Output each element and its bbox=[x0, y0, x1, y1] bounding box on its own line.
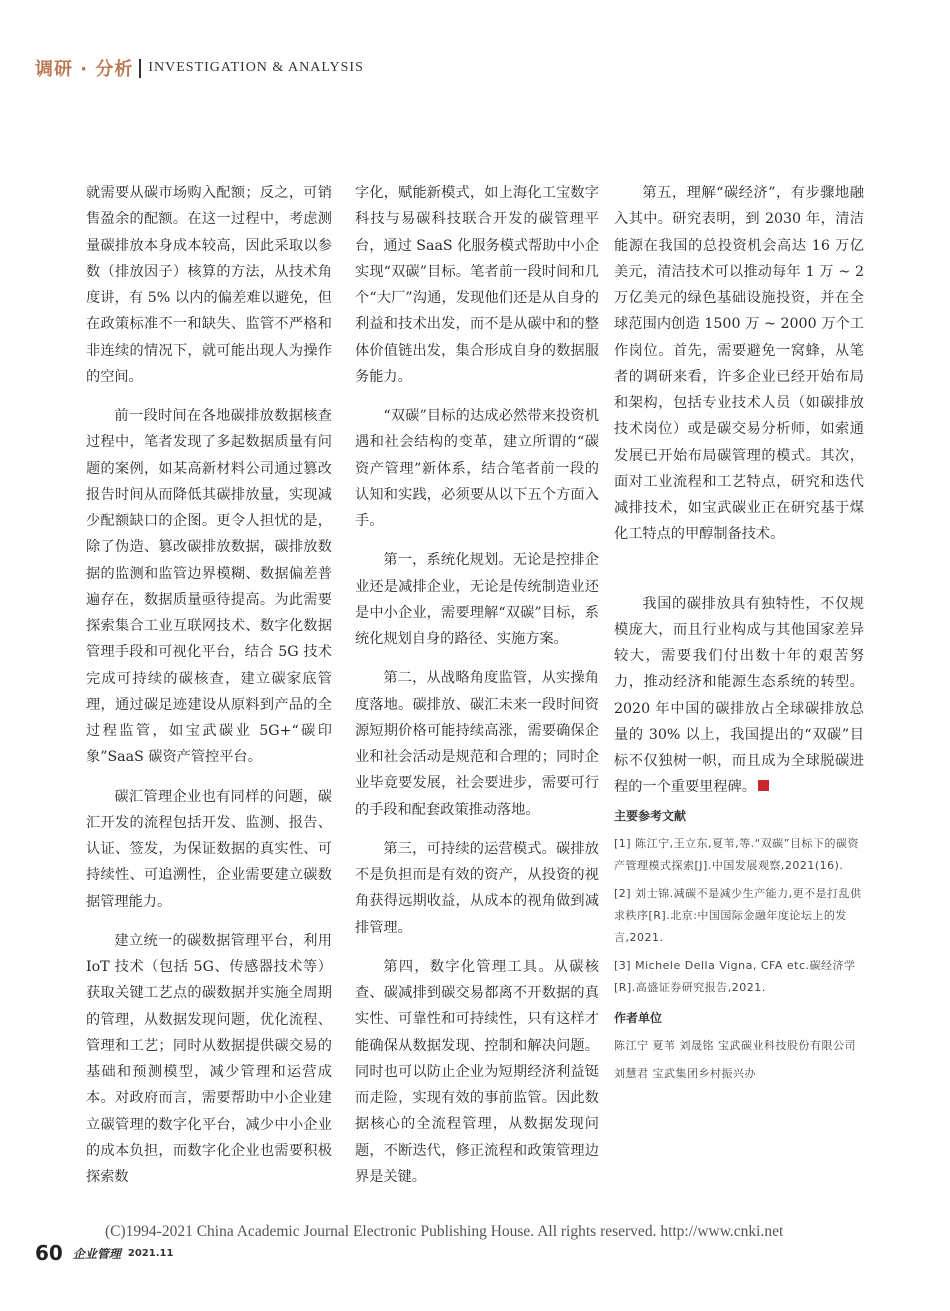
page-footer bbox=[35, 1240, 173, 1266]
paragraph: 前一段时间在各地碳排放数据核查过程中，笔者发现了多起数据质量有问题的案例，如某高新材料公司通过篡改报告时间从而降低其碳排放量，实现减少配额缺口的企图。更令人担忧的是，除了伪造、篡改碳排放数据，碳排放数据的监测和监管边界模糊、数据偏差普遍存在，数据质量亟待提高。为此需要探索集合工业互联网技术、数字化数据管理手段和可视化平台，结合 5G 技术完成可持续的碳核查，建立碳家底管理，通过碳足迹建设从原料到产品的全过程监管，如宝武碳业 5G+“碳印象”SaaS 碳资产管控平台。 bbox=[86, 408, 332, 766]
header-divider bbox=[139, 59, 141, 78]
paragraph: 第四，数字化管理工具。从碳核查、碳减排到碳交易都离不开数据的真实性、可靠性和可持续性，只有这样才能确保从数据发现、控制和解决问题。同时也可以防止企业为短期经济利益铤而走险，实现有效的事前监管。因此数据核心的全流程管理，从数据发现问题，不断迭代，修正流程和政策管理边界是关键。 bbox=[355, 958, 599, 1185]
section-title-cn: 调研 · 分析 bbox=[35, 59, 134, 80]
magazine-name: 企业管理 bbox=[72, 1246, 121, 1261]
issue-number: 2021.11 bbox=[127, 1247, 174, 1259]
closing-text: 我国的碳排放具有独特性，不仅规模庞大，而且行业构成与其他国家差异较大，需要我们付出数十年的艰苦努力，推动经济和能源生态系统的转型。2020 年中国的碳排放占全球碳排放总量的 30% 以上，我国提出的“双碳”目标不仅独树一帜，而且成为全球脱碳进程的一个重要里程碑。 bbox=[614, 595, 864, 796]
paragraph: 字化，赋能新模式，如上海化工宝数字科技与易碳科技联合开发的碳管理平台，通过 SaaS 化服务模式帮助中小企实现“双碳”目标。笔者前一段时间和几个“大厂”沟通，发现他们还是从自身的利益和技术出发，而不是从碳中和的整体价值链出发，集合形成自身的数据服务能力。 bbox=[355, 185, 600, 385]
paragraph: 就需要从碳市场购入配额；反之，可销售盈余的配额。在这一过程中，考虑测量碳排放本身成本较高，因此采取以参数（排放因子）核算的方法，从技术角度讲，有 5% 以内的偏差难以避免，但在政策标准不一和缺失、监管不严格和非连续的情况下，就可能出现人为操作的空间。 bbox=[86, 185, 332, 385]
affiliation-item: 刘慧君 宝武集团乡村振兴办 bbox=[614, 1066, 756, 1080]
copyright-notice: (C)1994-2021 China Academic Journal Electronic Publishing House. All rights reserved. http://www.cnki.net bbox=[105, 1223, 784, 1240]
references-title: 主要参考文献 bbox=[614, 808, 687, 823]
paragraph: 建立统一的碳数据管理平台，利用 IoT 技术（包括 5G、传感器技术等）获取关键工艺点的碳数据并实施全周期的管理，从数据发现问题，优化流程、管理和工艺；同时从数据提供碳交易的基础和预测模型，减少管理和运营成本。对政府而言，需要帮助中小企业建立碳管理的数字化平台，减少中小企业的成本负担，而数字化企业也需要积极探索数 bbox=[86, 932, 332, 1185]
reference-item: [2] 刘士锦.减碳不是减少生产能力,更不是打乱供求秩序[R].北京:中国国际金融年度论坛上的发言,2021. bbox=[614, 886, 862, 944]
paragraph: “双碳”目标的达成必然带来投资机遇和社会结构的变革，建立所谓的“碳资产管理”新体系，结合笔者前一段的认知和实践，必须要从以下五个方面入手。 bbox=[355, 408, 599, 529]
affiliation-title: 作者单位 bbox=[614, 1010, 663, 1025]
article-end-mark bbox=[758, 780, 769, 791]
reference-item: [1] 陈江宁,王立东,夏苇,等.“双碳”目标下的碳资产管理模式探索[J].中国发展观察,2021(16). bbox=[614, 836, 859, 872]
paragraph: 第三，可持续的运营模式。碳排放不是负担而是有效的资产，从投资的视角获得远期收益，从成本的视角做到减排管理。 bbox=[355, 840, 599, 936]
section-title-en: INVESTIGATION & ANALYSIS bbox=[148, 60, 364, 75]
paragraph: 第二，从战略角度监管，从实操角度落地。碳排放、碳汇未来一段时间资源短期价格可能持续高涨，需要确保企业和社会活动是规范和合理的；同时企业毕竟要发展，社会要进步，需要可行的手段和配套政策推动落地。 bbox=[355, 670, 599, 818]
paragraph: 碳汇管理企业也有同样的问题，碳汇开发的流程包括开发、监测、报告、认证、签发，为保证数据的真实性、可持续性、可追溯性，企业需要建立碳数据管理能力。 bbox=[86, 788, 332, 910]
reference-item: [3] Michele Della Vigna, CFA etc.碳经济学[R].高盛证券研究报告,2021. bbox=[614, 958, 856, 994]
article-column-3 bbox=[614, 180, 864, 1091]
article-column-1 bbox=[86, 180, 332, 1190]
paragraph: 第一，系统化规划。无论是控排企业还是减排企业，无论是传统制造业还是中小企业，需要理解“双碳”目标，系统化规划自身的路径、实施方案。 bbox=[355, 552, 599, 647]
section-header bbox=[35, 56, 364, 80]
paragraph: 第五，理解“碳经济”，有步骤地融入其中。研究表明，到 2030 年，清洁能源在我国的总投资机会高达 16 万亿美元，清洁技术可以推动每年 1 万 ~ 2 万亿美元的绿色基础设施投资，并在全球范围内创造 1500 万 ~ 2000 万个工作岗位。首先，需要避免一窝蜂，从笔者的调研来看，许多企业已经开始布局和架构，包括专业技术人员（如碳排放技术岗位）或是碳交易分析师，如索通发展已开始布局碳管理的模式。其次，面对工业流程和工艺特点，研究和迭代减排技术，如宝武碳业正在研究基于煤化工特点的甲醇制备技术。 bbox=[614, 185, 864, 543]
affiliation-item: 陈江宁 夏苇 刘晟铭 宝武碳业科技股份有限公司 bbox=[614, 1038, 856, 1052]
page-number: 60 bbox=[35, 1241, 63, 1265]
closing-paragraph bbox=[614, 591, 864, 801]
article-column-2 bbox=[355, 180, 599, 1190]
